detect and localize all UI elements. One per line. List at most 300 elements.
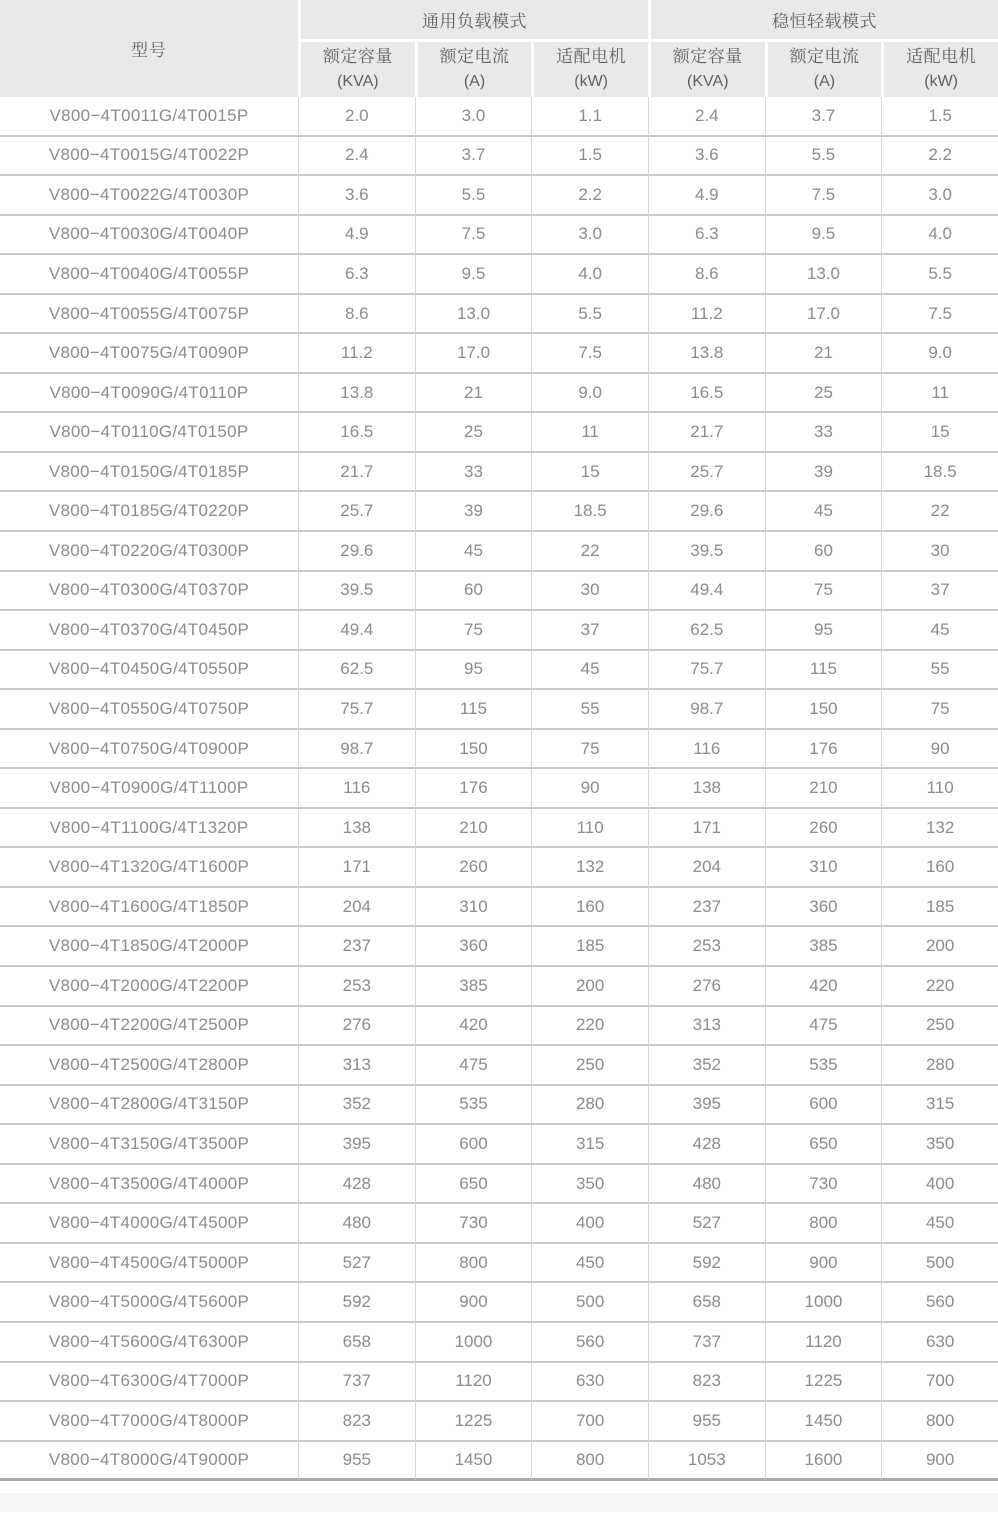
value-cell: 350 <box>531 1165 648 1205</box>
value-cell: 560 <box>531 1323 648 1363</box>
value-cell: 132 <box>531 848 648 888</box>
value-cell: 13.8 <box>298 374 415 414</box>
value-cell: 95 <box>765 611 882 651</box>
value-cell: 39.5 <box>298 572 415 612</box>
value-cell: 535 <box>415 1086 532 1126</box>
table-row <box>0 690 998 730</box>
value-cell: 95 <box>415 651 532 691</box>
value-cell: 800 <box>531 1442 648 1482</box>
model-cell: V800−4T3500G/4T4000P <box>0 1165 298 1205</box>
model-cell: V800−4T0015G/4T0022P <box>0 137 298 177</box>
table-row <box>0 176 998 216</box>
table-row <box>0 1046 998 1086</box>
value-cell: 150 <box>415 730 532 770</box>
table-row <box>0 809 998 849</box>
table-row <box>0 1204 998 1244</box>
value-cell: 9.5 <box>415 255 532 295</box>
value-cell: 7.5 <box>881 295 998 335</box>
model-cell: V800−4T0022G/4T0030P <box>0 176 298 216</box>
value-cell: 11 <box>531 413 648 453</box>
value-cell: 116 <box>648 730 765 770</box>
table-row <box>0 927 998 967</box>
value-cell: 62.5 <box>648 611 765 651</box>
value-cell: 18.5 <box>531 492 648 532</box>
value-cell: 6.3 <box>648 216 765 256</box>
value-cell: 737 <box>648 1323 765 1363</box>
value-cell: 280 <box>881 1046 998 1086</box>
value-cell: 350 <box>881 1125 998 1165</box>
value-cell: 3.7 <box>415 137 532 177</box>
value-cell: 658 <box>648 1283 765 1323</box>
value-cell: 313 <box>648 1007 765 1047</box>
value-cell: 7.5 <box>415 216 532 256</box>
value-cell: 260 <box>765 809 882 849</box>
value-cell: 600 <box>415 1125 532 1165</box>
table-row <box>0 1323 998 1363</box>
value-cell: 630 <box>531 1363 648 1403</box>
model-cell: V800−4T2800G/4T3150P <box>0 1086 298 1126</box>
sub-header-label: 适配电机 <box>906 47 977 66</box>
model-cell: V800−4T0450G/4T0550P <box>0 651 298 691</box>
table-header <box>0 0 998 97</box>
model-cell: V800−4T0055G/4T0075P <box>0 295 298 335</box>
value-cell: 138 <box>298 809 415 849</box>
value-cell: 276 <box>648 967 765 1007</box>
value-cell: 900 <box>765 1244 882 1284</box>
value-cell: 171 <box>298 848 415 888</box>
value-cell: 90 <box>881 730 998 770</box>
value-cell: 5.5 <box>881 255 998 295</box>
sub-header-unit: (KVA) <box>337 73 379 90</box>
value-cell: 200 <box>531 967 648 1007</box>
value-cell: 658 <box>298 1323 415 1363</box>
value-cell: 11.2 <box>648 295 765 335</box>
value-cell: 49.4 <box>648 572 765 612</box>
model-cell: V800−4T0900G/4T1100P <box>0 769 298 809</box>
value-cell: 55 <box>531 690 648 730</box>
value-cell: 9.0 <box>881 334 998 374</box>
value-cell: 25.7 <box>648 453 765 493</box>
value-cell: 8.6 <box>298 295 415 335</box>
value-cell: 30 <box>531 572 648 612</box>
value-cell: 800 <box>881 1402 998 1442</box>
value-cell: 21 <box>765 334 882 374</box>
value-cell: 22 <box>881 492 998 532</box>
model-cell: V800−4T3150G/4T3500P <box>0 1125 298 1165</box>
value-cell: 600 <box>765 1086 882 1126</box>
model-cell: V800−4T4500G/4T5000P <box>0 1244 298 1284</box>
value-cell: 737 <box>298 1363 415 1403</box>
value-cell: 45 <box>765 492 882 532</box>
value-cell: 25.7 <box>298 492 415 532</box>
value-cell: 630 <box>881 1323 998 1363</box>
table-row <box>0 532 998 572</box>
model-cell: V800−4T0040G/4T0055P <box>0 255 298 295</box>
value-cell: 527 <box>648 1204 765 1244</box>
table-row <box>0 216 998 256</box>
value-cell: 1.1 <box>531 97 648 137</box>
value-cell: 13.8 <box>648 334 765 374</box>
value-cell: 1225 <box>415 1402 532 1442</box>
value-cell: 592 <box>298 1283 415 1323</box>
value-cell: 39.5 <box>648 532 765 572</box>
table-row <box>0 572 998 612</box>
model-cell: V800−4T0075G/4T0090P <box>0 334 298 374</box>
table-row <box>0 848 998 888</box>
value-cell: 11 <box>881 374 998 414</box>
table-row <box>0 413 998 453</box>
model-cell: V800−4T0185G/4T0220P <box>0 492 298 532</box>
value-cell: 204 <box>298 888 415 928</box>
value-cell: 450 <box>881 1204 998 1244</box>
table-row <box>0 769 998 809</box>
value-cell: 500 <box>881 1244 998 1284</box>
value-cell: 1000 <box>415 1323 532 1363</box>
value-cell: 75.7 <box>648 651 765 691</box>
value-cell: 98.7 <box>298 730 415 770</box>
value-cell: 360 <box>765 888 882 928</box>
value-cell: 428 <box>298 1165 415 1205</box>
table-row <box>0 730 998 770</box>
table-row <box>0 255 998 295</box>
value-cell: 138 <box>648 769 765 809</box>
group-header-row <box>0 0 998 39</box>
value-cell: 110 <box>881 769 998 809</box>
value-cell: 1600 <box>765 1442 882 1482</box>
value-cell: 17.0 <box>415 334 532 374</box>
value-cell: 132 <box>881 809 998 849</box>
value-cell: 592 <box>648 1244 765 1284</box>
value-cell: 185 <box>881 888 998 928</box>
value-cell: 1120 <box>415 1363 532 1403</box>
model-cell: V800−4T6300G/4T7000P <box>0 1363 298 1403</box>
value-cell: 352 <box>648 1046 765 1086</box>
table-row <box>0 1283 998 1323</box>
sub-header-cell-0 <box>298 39 415 97</box>
value-cell: 1450 <box>415 1442 532 1482</box>
value-cell: 955 <box>298 1442 415 1482</box>
table-row <box>0 97 998 137</box>
value-cell: 115 <box>765 651 882 691</box>
value-cell: 420 <box>415 1007 532 1047</box>
table-row <box>0 1086 998 1126</box>
value-cell: 75 <box>765 572 882 612</box>
sub-header-unit: (A) <box>813 73 836 90</box>
value-cell: 3.7 <box>765 97 882 137</box>
value-cell: 253 <box>298 967 415 1007</box>
table-row <box>0 334 998 374</box>
sub-header-label: 额定电流 <box>439 47 510 66</box>
value-cell: 39 <box>415 492 532 532</box>
value-cell: 29.6 <box>648 492 765 532</box>
value-cell: 395 <box>298 1125 415 1165</box>
value-cell: 45 <box>881 611 998 651</box>
model-cell: V800−4T0150G/4T0185P <box>0 453 298 493</box>
value-cell: 250 <box>531 1046 648 1086</box>
value-cell: 395 <box>648 1086 765 1126</box>
value-cell: 21 <box>415 374 532 414</box>
value-cell: 4.9 <box>298 216 415 256</box>
value-cell: 45 <box>531 651 648 691</box>
model-cell: V800−4T8000G/4T9000P <box>0 1442 298 1482</box>
value-cell: 1053 <box>648 1442 765 1482</box>
value-cell: 276 <box>298 1007 415 1047</box>
value-cell: 5.5 <box>531 295 648 335</box>
sub-header-unit: (kW) <box>574 73 609 90</box>
value-cell: 385 <box>765 927 882 967</box>
table-row <box>0 1363 998 1403</box>
value-cell: 33 <box>765 413 882 453</box>
value-cell: 110 <box>531 809 648 849</box>
value-cell: 500 <box>531 1283 648 1323</box>
value-cell: 3.6 <box>648 137 765 177</box>
value-cell: 400 <box>881 1165 998 1205</box>
value-cell: 560 <box>881 1283 998 1323</box>
value-cell: 480 <box>298 1204 415 1244</box>
value-cell: 18.5 <box>881 453 998 493</box>
model-cell: V800−4T0300G/4T0370P <box>0 572 298 612</box>
value-cell: 1120 <box>765 1323 882 1363</box>
table-row <box>0 888 998 928</box>
value-cell: 3.0 <box>415 97 532 137</box>
value-cell: 210 <box>415 809 532 849</box>
value-cell: 450 <box>531 1244 648 1284</box>
value-cell: 2.0 <box>298 97 415 137</box>
value-cell: 313 <box>298 1046 415 1086</box>
model-cell: V800−4T2500G/4T2800P <box>0 1046 298 1086</box>
sub-header-cell-2 <box>531 39 648 97</box>
value-cell: 33 <box>415 453 532 493</box>
value-cell: 2.4 <box>298 137 415 177</box>
value-cell: 700 <box>881 1363 998 1403</box>
sub-header-cell-5 <box>881 39 998 97</box>
value-cell: 39 <box>765 453 882 493</box>
value-cell: 420 <box>765 967 882 1007</box>
value-cell: 5.5 <box>415 176 532 216</box>
model-cell: V800−4T1850G/4T2000P <box>0 927 298 967</box>
value-cell: 25 <box>415 413 532 453</box>
value-cell: 900 <box>881 1442 998 1482</box>
model-cell: V800−4T1320G/4T1600P <box>0 848 298 888</box>
value-cell: 4.0 <box>531 255 648 295</box>
value-cell: 204 <box>648 848 765 888</box>
value-cell: 730 <box>415 1204 532 1244</box>
value-cell: 160 <box>531 888 648 928</box>
value-cell: 210 <box>765 769 882 809</box>
value-cell: 2.2 <box>531 176 648 216</box>
value-cell: 800 <box>765 1204 882 1244</box>
value-cell: 2.2 <box>881 137 998 177</box>
model-cell: V800−4T0220G/4T0300P <box>0 532 298 572</box>
value-cell: 116 <box>298 769 415 809</box>
model-cell: V800−4T0370G/4T0450P <box>0 611 298 651</box>
value-cell: 1225 <box>765 1363 882 1403</box>
value-cell: 1.5 <box>881 97 998 137</box>
value-cell: 5.5 <box>765 137 882 177</box>
value-cell: 75.7 <box>298 690 415 730</box>
value-cell: 75 <box>881 690 998 730</box>
value-cell: 160 <box>881 848 998 888</box>
value-cell: 352 <box>298 1086 415 1126</box>
value-cell: 360 <box>415 927 532 967</box>
value-cell: 800 <box>415 1244 532 1284</box>
model-cell: V800−4T0110G/4T0150P <box>0 413 298 453</box>
value-cell: 310 <box>415 888 532 928</box>
value-cell: 11.2 <box>298 334 415 374</box>
value-cell: 700 <box>531 1402 648 1442</box>
value-cell: 7.5 <box>765 176 882 216</box>
value-cell: 171 <box>648 809 765 849</box>
value-cell: 62.5 <box>298 651 415 691</box>
value-cell: 385 <box>415 967 532 1007</box>
value-cell: 25 <box>765 374 882 414</box>
value-cell: 200 <box>881 927 998 967</box>
value-cell: 75 <box>531 730 648 770</box>
value-cell: 310 <box>765 848 882 888</box>
model-cell: V800−4T5000G/4T5600P <box>0 1283 298 1323</box>
value-cell: 253 <box>648 927 765 967</box>
model-cell: V800−4T0030G/4T0040P <box>0 216 298 256</box>
table-row <box>0 453 998 493</box>
value-cell: 730 <box>765 1165 882 1205</box>
table-row <box>0 1125 998 1165</box>
value-cell: 475 <box>765 1007 882 1047</box>
value-cell: 55 <box>881 651 998 691</box>
value-cell: 98.7 <box>648 690 765 730</box>
value-cell: 15 <box>531 453 648 493</box>
sub-header-cell-1 <box>415 39 532 97</box>
value-cell: 1.5 <box>531 137 648 177</box>
value-cell: 49.4 <box>298 611 415 651</box>
model-column-header: 型号 <box>0 0 298 97</box>
value-cell: 428 <box>648 1125 765 1165</box>
table-row <box>0 1442 998 1482</box>
value-cell: 185 <box>531 927 648 967</box>
model-cell: V800−4T1100G/4T1320P <box>0 809 298 849</box>
value-cell: 75 <box>415 611 532 651</box>
value-cell: 4.0 <box>881 216 998 256</box>
value-cell: 45 <box>415 532 532 572</box>
table-row <box>0 137 998 177</box>
model-cell: V800−4T7000G/4T8000P <box>0 1402 298 1442</box>
sub-header-unit: (kW) <box>924 73 959 90</box>
value-cell: 527 <box>298 1244 415 1284</box>
value-cell: 37 <box>881 572 998 612</box>
value-cell: 260 <box>415 848 532 888</box>
value-cell: 955 <box>648 1402 765 1442</box>
table-row <box>0 492 998 532</box>
sub-header-unit: (KVA) <box>687 73 729 90</box>
table-row <box>0 651 998 691</box>
value-cell: 823 <box>298 1402 415 1442</box>
group-header-steady-light-load-mode: 稳恒轻载模式 <box>648 0 998 39</box>
value-cell: 237 <box>298 927 415 967</box>
value-cell: 3.0 <box>531 216 648 256</box>
value-cell: 315 <box>881 1086 998 1126</box>
table-row <box>0 1165 998 1205</box>
value-cell: 30 <box>881 532 998 572</box>
value-cell: 900 <box>415 1283 532 1323</box>
sub-header-label: 额定容量 <box>672 47 743 66</box>
value-cell: 176 <box>765 730 882 770</box>
table-row <box>0 1402 998 1442</box>
sub-header-cell-4 <box>765 39 882 97</box>
value-cell: 535 <box>765 1046 882 1086</box>
table-row <box>0 374 998 414</box>
value-cell: 480 <box>648 1165 765 1205</box>
value-cell: 400 <box>531 1204 648 1244</box>
value-cell: 150 <box>765 690 882 730</box>
value-cell: 22 <box>531 532 648 572</box>
sub-header-label: 适配电机 <box>556 47 627 66</box>
value-cell: 29.6 <box>298 532 415 572</box>
value-cell: 220 <box>531 1007 648 1047</box>
value-cell: 15 <box>881 413 998 453</box>
value-cell: 115 <box>415 690 532 730</box>
value-cell: 823 <box>648 1363 765 1403</box>
sub-header-unit: (A) <box>463 73 486 90</box>
value-cell: 250 <box>881 1007 998 1047</box>
value-cell: 9.0 <box>531 374 648 414</box>
value-cell: 13.0 <box>765 255 882 295</box>
value-cell: 4.9 <box>648 176 765 216</box>
model-cell: V800−4T0550G/4T0750P <box>0 690 298 730</box>
value-cell: 13.0 <box>415 295 532 335</box>
table-row <box>0 1244 998 1284</box>
value-cell: 237 <box>648 888 765 928</box>
value-cell: 650 <box>415 1165 532 1205</box>
value-cell: 17.0 <box>765 295 882 335</box>
value-cell: 21.7 <box>648 413 765 453</box>
model-cell: V800−4T2200G/4T2500P <box>0 1007 298 1047</box>
table-row <box>0 1007 998 1047</box>
value-cell: 8.6 <box>648 255 765 295</box>
value-cell: 176 <box>415 769 532 809</box>
group-header-general-load-mode: 通用负载模式 <box>298 0 648 39</box>
sub-header-cell-3 <box>648 39 765 97</box>
value-cell: 2.4 <box>648 97 765 137</box>
value-cell: 650 <box>765 1125 882 1165</box>
model-cell: V800−4T2000G/4T2200P <box>0 967 298 1007</box>
table-row <box>0 967 998 1007</box>
value-cell: 16.5 <box>298 413 415 453</box>
value-cell: 475 <box>415 1046 532 1086</box>
model-cell: V800−4T1600G/4T1850P <box>0 888 298 928</box>
table-row <box>0 611 998 651</box>
value-cell: 16.5 <box>648 374 765 414</box>
value-cell: 3.6 <box>298 176 415 216</box>
value-cell: 315 <box>531 1125 648 1165</box>
value-cell: 90 <box>531 769 648 809</box>
value-cell: 9.5 <box>765 216 882 256</box>
model-cell: V800−4T0011G/4T0015P <box>0 97 298 137</box>
model-cell: V800−4T4000G/4T4500P <box>0 1204 298 1244</box>
value-cell: 1450 <box>765 1402 882 1442</box>
footer-strip <box>0 1493 998 1512</box>
value-cell: 1000 <box>765 1283 882 1323</box>
sub-header-label: 额定容量 <box>322 47 393 66</box>
model-cell: V800−4T5600G/4T6300P <box>0 1323 298 1363</box>
value-cell: 6.3 <box>298 255 415 295</box>
value-cell: 280 <box>531 1086 648 1126</box>
value-cell: 60 <box>415 572 532 612</box>
sub-header-label: 额定电流 <box>789 47 860 66</box>
table-row <box>0 295 998 335</box>
value-cell: 7.5 <box>531 334 648 374</box>
model-cell: V800−4T0090G/4T0110P <box>0 374 298 414</box>
table-body <box>0 97 998 1481</box>
value-cell: 60 <box>765 532 882 572</box>
